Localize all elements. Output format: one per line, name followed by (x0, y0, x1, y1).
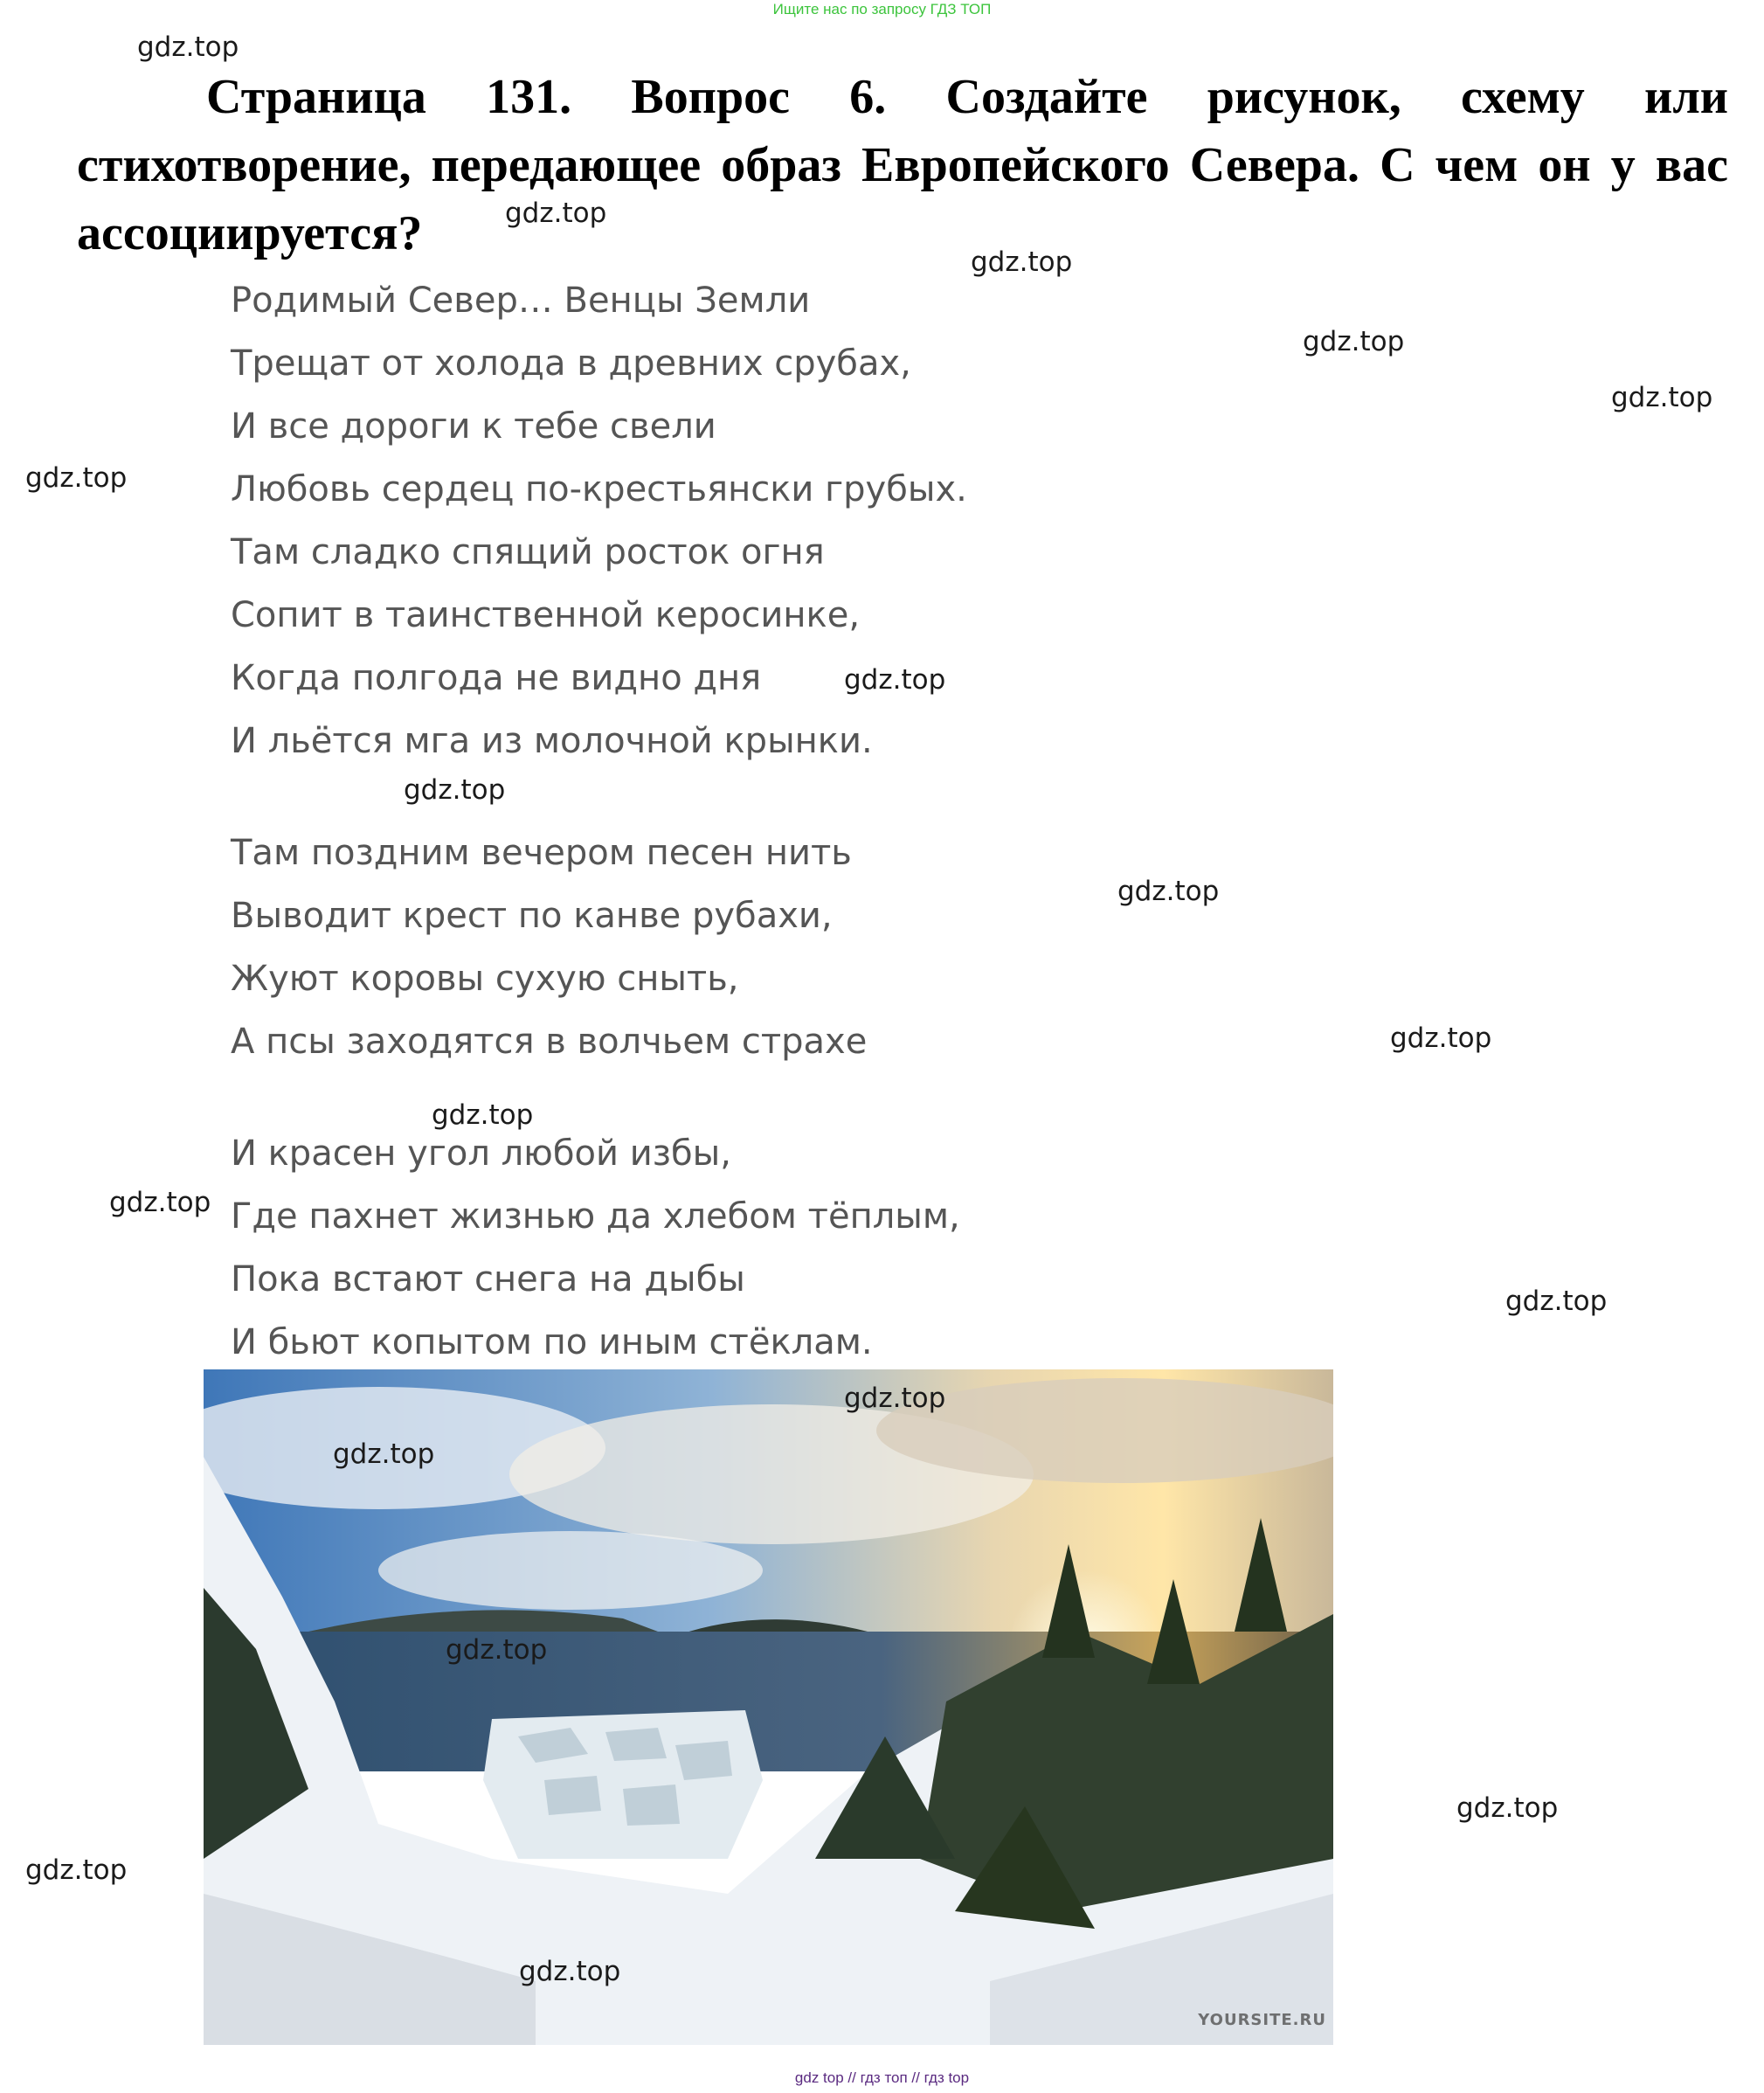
poem-line: Пока встают снега на дыбы (231, 1259, 745, 1299)
northern-landscape-photo (204, 1369, 1333, 2045)
poem-line: Сопит в таинственной керосинке, (231, 595, 861, 635)
poem-line: И льётся мга из молочной крынки. (231, 721, 873, 761)
top-banner: Ищите нас по запросу ГДЗ ТОП (772, 1, 992, 17)
watermark: gdz.top (971, 246, 1073, 278)
watermark: gdz.top (25, 1854, 128, 1886)
poem-line: И бьют копытом по иным стёклам. (231, 1322, 873, 1362)
photo-caption: YOURSITE.RU (1198, 2011, 1326, 2029)
poem-line: Там поздним вечером песен нить (231, 833, 852, 873)
watermark: gdz.top (109, 1187, 211, 1218)
question-heading: Страница 131. Вопрос 6. Создайте рисунок, схему или стихотворение, передающее образ Европейского Севера. С чем он у вас ассоциируется? (77, 70, 1728, 260)
footer-links[interactable]: gdz top // гдз топ // гдз top (794, 2069, 970, 2086)
watermark: gdz.top (404, 774, 506, 806)
watermark: gdz.top (25, 462, 128, 494)
poem-line: Любовь сердец по-крестьянски грубых. (231, 469, 967, 509)
poem-stanza-2 (231, 821, 967, 1073)
watermark: gdz.top (1117, 876, 1220, 907)
watermark: gdz.top (844, 664, 946, 696)
watermark: gdz.top (333, 1438, 435, 1470)
poem-stanza-1 (231, 269, 967, 773)
watermark: gdz.top (1456, 1792, 1559, 1824)
poem-line: Родимый Север… Венцы Земли (231, 281, 811, 321)
watermark: gdz.top (432, 1099, 534, 1131)
watermark: gdz.top (1390, 1022, 1492, 1054)
poem-line: Где пахнет жизнью да хлебом тёплым, (231, 1196, 960, 1237)
watermark: gdz.top (137, 31, 239, 63)
poem-line: Когда полгода не видно дня (231, 658, 762, 698)
poem-line: И красен угол любой избы, (231, 1133, 731, 1174)
watermark: gdz.top (446, 1634, 548, 1666)
poem-line: И все дороги к тебе свели (231, 406, 716, 447)
poem-line: Трещат от холода в древних срубах, (231, 343, 911, 384)
poem (231, 269, 967, 1423)
watermark: gdz.top (844, 1383, 946, 1414)
poem-line: Жуют коровы сухую сныть, (231, 959, 739, 999)
watermark: gdz.top (1303, 326, 1405, 357)
poem-stanza-3 (231, 1122, 967, 1374)
poem-line: А псы заходятся в волчьем страхе (231, 1022, 868, 1062)
watermark: gdz.top (1505, 1286, 1608, 1317)
watermark: gdz.top (1611, 382, 1713, 413)
watermark: gdz.top (505, 198, 607, 229)
landscape-illustration (204, 1369, 1333, 2045)
poem-line: Выводит крест по канве рубахи, (231, 896, 833, 936)
poem-line: Там сладко спящий росток огня (231, 532, 825, 572)
watermark: gdz.top (519, 1956, 621, 1987)
